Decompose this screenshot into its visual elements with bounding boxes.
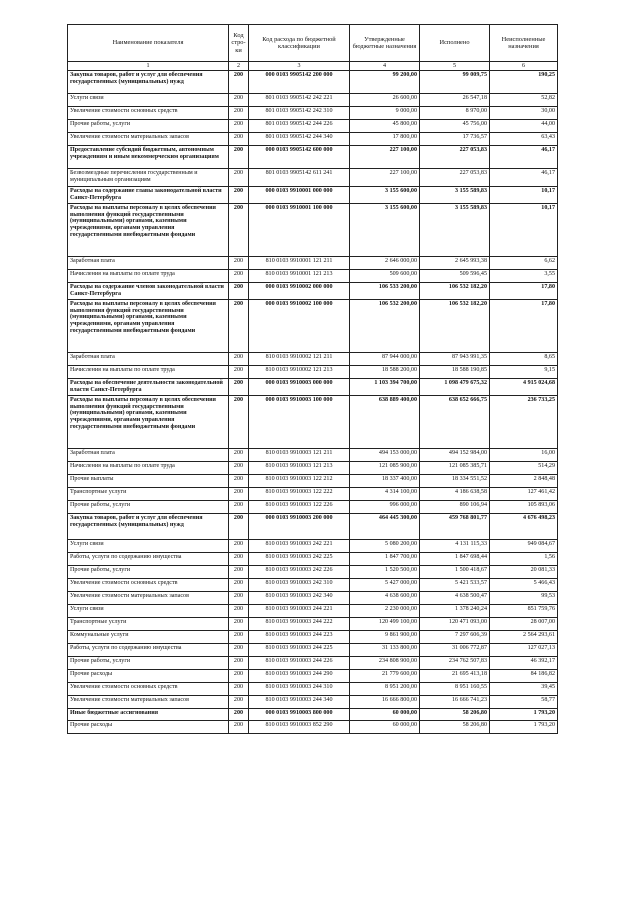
row-name: Начисления на выплаты по оплате труда	[68, 270, 229, 283]
table-row	[68, 553, 558, 566]
row-unexecuted-amount: 4 676 498,23	[490, 514, 558, 540]
row-executed-amount: 890 106,94	[420, 501, 490, 514]
row-executed-amount: 4 186 638,58	[420, 488, 490, 501]
row-expense-code: 810 0103 9910003 852 290	[249, 721, 350, 734]
table-row	[68, 94, 558, 107]
row-executed-amount: 2 645 993,38	[420, 257, 490, 270]
row-name: Услуги связи	[68, 605, 229, 618]
row-line-code: 200	[229, 721, 249, 734]
row-line-code: 200	[229, 696, 249, 709]
row-expense-code: 000 0103 9910003 000 000	[249, 379, 350, 396]
expense-report-table	[67, 24, 558, 734]
table-row	[68, 379, 558, 396]
row-unexecuted-amount: 30,00	[490, 107, 558, 120]
row-expense-code: 810 0103 9910003 242 225	[249, 553, 350, 566]
row-line-code: 200	[229, 300, 249, 353]
row-unexecuted-amount: 127 027,13	[490, 644, 558, 657]
row-line-code: 200	[229, 579, 249, 592]
header-expense-code: Код расхода по бюджетной классификации	[249, 25, 350, 62]
table-row	[68, 631, 558, 644]
column-number: 6	[490, 62, 558, 71]
row-unexecuted-amount: 52,82	[490, 94, 558, 107]
row-line-code: 200	[229, 71, 249, 94]
row-expense-code: 000 0103 9910003 200 000	[249, 514, 350, 540]
row-expense-code: 810 0103 9910003 122 212	[249, 475, 350, 488]
table-row	[68, 670, 558, 683]
row-expense-code: 810 0103 9910002 121 213	[249, 366, 350, 379]
table-row	[68, 169, 558, 187]
row-expense-code: 810 0103 9910001 121 211	[249, 257, 350, 270]
row-name: Прочие работы, услуги	[68, 501, 229, 514]
row-unexecuted-amount: 8,65	[490, 353, 558, 366]
row-line-code: 200	[229, 120, 249, 133]
row-line-code: 200	[229, 353, 249, 366]
row-executed-amount: 16 666 741,23	[420, 696, 490, 709]
table-row	[68, 107, 558, 120]
row-executed-amount: 494 152 984,00	[420, 449, 490, 462]
row-executed-amount: 227 053,83	[420, 146, 490, 169]
row-executed-amount: 58 206,80	[420, 709, 490, 721]
row-name: Увеличение стоимости основных средств	[68, 683, 229, 696]
table-row	[68, 366, 558, 379]
row-name: Начисления на выплаты по оплате труда	[68, 462, 229, 475]
table-row	[68, 257, 558, 270]
row-line-code: 200	[229, 475, 249, 488]
row-executed-amount: 227 053,83	[420, 169, 490, 187]
row-executed-amount: 99 009,75	[420, 71, 490, 94]
table-row	[68, 566, 558, 579]
row-approved-amount: 99 200,00	[350, 71, 420, 94]
row-unexecuted-amount: 39,45	[490, 683, 558, 696]
header-name: Наименование показателя	[68, 25, 229, 62]
row-name: Увеличение стоимости основных средств	[68, 579, 229, 592]
row-approved-amount: 21 779 600,00	[350, 670, 420, 683]
column-number: 1	[68, 62, 229, 71]
row-expense-code: 810 0103 9910003 242 310	[249, 579, 350, 592]
row-name: Расходы на содержание членов законодательной власти Санкт-Петербурга	[68, 283, 229, 300]
row-name: Закупка товаров, работ и услуг для обеспечения государственных (муниципальных) нужд	[68, 514, 229, 540]
row-name: Услуги связи	[68, 540, 229, 553]
table-row	[68, 579, 558, 592]
row-name: Расходы на выплаты персоналу в целях обеспечения выполнения функций государственными (муниципальными) органами, казенными учреждениями, органами управления государственными внебюджетными фондами	[68, 300, 229, 353]
row-approved-amount: 16 666 800,00	[350, 696, 420, 709]
row-approved-amount: 1 103 394 700,00	[350, 379, 420, 396]
row-unexecuted-amount: 127 461,42	[490, 488, 558, 501]
table-row	[68, 657, 558, 670]
row-expense-code: 801 0103 9905142 244 226	[249, 120, 350, 133]
table-row	[68, 721, 558, 734]
row-unexecuted-amount: 16,00	[490, 449, 558, 462]
row-name: Услуги связи	[68, 94, 229, 107]
row-approved-amount: 60 000,00	[350, 709, 420, 721]
row-name: Транспортные услуги	[68, 618, 229, 631]
row-approved-amount: 45 800,00	[350, 120, 420, 133]
row-name: Прочие выплаты	[68, 475, 229, 488]
row-expense-code: 000 0103 9910001 100 000	[249, 204, 350, 257]
row-executed-amount: 45 756,00	[420, 120, 490, 133]
row-approved-amount: 464 445 300,00	[350, 514, 420, 540]
column-numbers-row	[68, 62, 558, 71]
row-expense-code: 810 0103 9910003 122 222	[249, 488, 350, 501]
table-row	[68, 501, 558, 514]
table-row	[68, 514, 558, 540]
row-unexecuted-amount: 2 848,48	[490, 475, 558, 488]
row-name: Прочие расходы	[68, 721, 229, 734]
row-line-code: 200	[229, 540, 249, 553]
row-approved-amount: 87 944 000,00	[350, 353, 420, 366]
row-unexecuted-amount: 44,00	[490, 120, 558, 133]
row-line-code: 200	[229, 379, 249, 396]
row-unexecuted-amount: 99,53	[490, 592, 558, 605]
table-row	[68, 146, 558, 169]
table-row	[68, 120, 558, 133]
table-row	[68, 696, 558, 709]
row-expense-code: 000 0103 9905142 600 000	[249, 146, 350, 169]
row-line-code: 200	[229, 169, 249, 187]
row-unexecuted-amount: 1 793,20	[490, 721, 558, 734]
row-line-code: 200	[229, 449, 249, 462]
table-row	[68, 353, 558, 366]
row-executed-amount: 8 970,00	[420, 107, 490, 120]
row-line-code: 200	[229, 644, 249, 657]
row-name: Закупка товаров, работ и услуг для обеспечения государственных (муниципальных) нужд	[68, 71, 229, 94]
row-approved-amount: 3 155 600,00	[350, 204, 420, 257]
row-name: Расходы на выплаты персоналу в целях обеспечения выполнения функций государственными (муниципальными) органами, казенными учреждениями, органами управления государственными внебюджетными фондами	[68, 396, 229, 449]
row-expense-code: 810 0103 9910003 121 213	[249, 462, 350, 475]
table-row	[68, 475, 558, 488]
table-header-row	[68, 25, 558, 62]
row-line-code: 200	[229, 488, 249, 501]
row-unexecuted-amount: 1 793,20	[490, 709, 558, 721]
row-name: Начисления на выплаты по оплате труда	[68, 366, 229, 379]
row-executed-amount: 1 847 698,44	[420, 553, 490, 566]
row-executed-amount: 18 334 551,52	[420, 475, 490, 488]
row-executed-amount: 106 532 182,20	[420, 283, 490, 300]
row-name: Прочие работы, услуги	[68, 657, 229, 670]
table-row	[68, 71, 558, 94]
column-number: 4	[350, 62, 420, 71]
row-line-code: 200	[229, 605, 249, 618]
row-name: Увеличение стоимости основных средств	[68, 107, 229, 120]
row-line-code: 200	[229, 133, 249, 146]
row-approved-amount: 18 588 200,00	[350, 366, 420, 379]
row-expense-code: 810 0103 9910003 244 226	[249, 657, 350, 670]
table-row	[68, 270, 558, 283]
row-approved-amount: 5 080 200,00	[350, 540, 420, 553]
row-expense-code: 801 0103 9905142 242 310	[249, 107, 350, 120]
row-name: Транспортные услуги	[68, 488, 229, 501]
row-expense-code: 810 0103 9910003 244 222	[249, 618, 350, 631]
row-line-code: 200	[229, 683, 249, 696]
row-approved-amount: 8 951 200,00	[350, 683, 420, 696]
row-expense-code: 000 0103 9910001 000 000	[249, 187, 350, 204]
row-line-code: 200	[229, 709, 249, 721]
row-approved-amount: 31 133 800,00	[350, 644, 420, 657]
row-approved-amount: 2 230 000,00	[350, 605, 420, 618]
row-name: Расходы на содержание главы законодательной власти Санкт-Петербурга	[68, 187, 229, 204]
row-unexecuted-amount: 6,62	[490, 257, 558, 270]
row-line-code: 200	[229, 566, 249, 579]
row-approved-amount: 106 532 200,00	[350, 300, 420, 353]
row-line-code: 200	[229, 107, 249, 120]
table-row	[68, 396, 558, 449]
row-approved-amount: 18 337 400,00	[350, 475, 420, 488]
header-line-code: Код стро-ки	[229, 25, 249, 62]
row-line-code: 200	[229, 631, 249, 644]
row-approved-amount: 509 600,00	[350, 270, 420, 283]
row-unexecuted-amount: 1,56	[490, 553, 558, 566]
row-approved-amount: 1 520 500,00	[350, 566, 420, 579]
row-name: Иные бюджетные ассигнования	[68, 709, 229, 721]
row-unexecuted-amount: 236 733,25	[490, 396, 558, 449]
row-executed-amount: 1 500 418,67	[420, 566, 490, 579]
row-line-code: 200	[229, 657, 249, 670]
row-name: Увеличение стоимости материальных запасов	[68, 696, 229, 709]
row-line-code: 200	[229, 257, 249, 270]
row-line-code: 200	[229, 366, 249, 379]
row-executed-amount: 3 155 589,83	[420, 204, 490, 257]
row-line-code: 200	[229, 592, 249, 605]
row-approved-amount: 60 000,00	[350, 721, 420, 734]
row-approved-amount: 121 085 900,00	[350, 462, 420, 475]
row-executed-amount: 31 006 772,87	[420, 644, 490, 657]
row-executed-amount: 459 768 801,77	[420, 514, 490, 540]
row-executed-amount: 17 736,57	[420, 133, 490, 146]
row-expense-code: 801 0103 9905142 242 221	[249, 94, 350, 107]
row-expense-code: 801 0103 9905142 611 241	[249, 169, 350, 187]
row-line-code: 200	[229, 270, 249, 283]
row-name: Увеличение стоимости материальных запасов	[68, 133, 229, 146]
row-unexecuted-amount: 58,77	[490, 696, 558, 709]
row-line-code: 200	[229, 146, 249, 169]
row-approved-amount: 5 427 000,00	[350, 579, 420, 592]
header-unexecuted: Неисполненные назначения	[490, 25, 558, 62]
row-approved-amount: 106 533 200,00	[350, 283, 420, 300]
row-line-code: 200	[229, 514, 249, 540]
row-name: Расходы на обеспечение деятельности законодательной власти Санкт-Петербурга	[68, 379, 229, 396]
row-line-code: 200	[229, 462, 249, 475]
row-approved-amount: 638 889 400,00	[350, 396, 420, 449]
row-line-code: 200	[229, 204, 249, 257]
row-expense-code: 810 0103 9910003 244 223	[249, 631, 350, 644]
row-approved-amount: 9 000,00	[350, 107, 420, 120]
column-number: 5	[420, 62, 490, 71]
row-unexecuted-amount: 46 392,17	[490, 657, 558, 670]
row-executed-amount: 8 951 160,55	[420, 683, 490, 696]
row-expense-code: 810 0103 9910003 244 310	[249, 683, 350, 696]
row-name: Увеличение стоимости материальных запасов	[68, 592, 229, 605]
row-executed-amount: 106 532 182,20	[420, 300, 490, 353]
row-approved-amount: 227 100,00	[350, 146, 420, 169]
row-executed-amount: 4 638 500,47	[420, 592, 490, 605]
table-row	[68, 683, 558, 696]
header-approved: Утвержденные бюджетные назначения	[350, 25, 420, 62]
row-approved-amount: 120 499 100,00	[350, 618, 420, 631]
row-unexecuted-amount: 10,17	[490, 204, 558, 257]
table-row	[68, 605, 558, 618]
row-expense-code: 810 0103 9910003 244 221	[249, 605, 350, 618]
row-expense-code: 810 0103 9910002 121 211	[249, 353, 350, 366]
row-name: Расходы на выплаты персоналу в целях обеспечения выполнения функций государственными (муниципальными) органами, казенными учреждениями, органами управления государственными внебюджетными фондами	[68, 204, 229, 257]
row-unexecuted-amount: 851 759,76	[490, 605, 558, 618]
table-row	[68, 204, 558, 257]
row-expense-code: 810 0103 9910003 244 340	[249, 696, 350, 709]
row-executed-amount: 120 471 093,00	[420, 618, 490, 631]
row-executed-amount: 4 131 115,33	[420, 540, 490, 553]
row-unexecuted-amount: 84 186,82	[490, 670, 558, 683]
row-unexecuted-amount: 2 564 293,61	[490, 631, 558, 644]
row-approved-amount: 4 638 600,00	[350, 592, 420, 605]
row-executed-amount: 5 421 533,57	[420, 579, 490, 592]
table-row	[68, 462, 558, 475]
row-expense-code: 801 0103 9905142 244 340	[249, 133, 350, 146]
row-approved-amount: 1 847 700,00	[350, 553, 420, 566]
row-unexecuted-amount: 28 007,00	[490, 618, 558, 631]
row-unexecuted-amount: 3,55	[490, 270, 558, 283]
table-row	[68, 540, 558, 553]
row-approved-amount: 996 000,00	[350, 501, 420, 514]
row-name: Безвозмездные перечисления государственным и муниципальным организациям	[68, 169, 229, 187]
row-expense-code: 810 0103 9910003 242 340	[249, 592, 350, 605]
row-line-code: 200	[229, 670, 249, 683]
row-expense-code: 000 0103 9905142 200 000	[249, 71, 350, 94]
row-name: Заработная плата	[68, 353, 229, 366]
row-executed-amount: 26 547,18	[420, 94, 490, 107]
table-row	[68, 709, 558, 721]
row-name: Прочие работы, услуги	[68, 120, 229, 133]
row-expense-code: 000 0103 9910003 100 000	[249, 396, 350, 449]
row-executed-amount: 87 943 991,35	[420, 353, 490, 366]
row-executed-amount: 7 297 606,39	[420, 631, 490, 644]
row-approved-amount: 2 646 000,00	[350, 257, 420, 270]
row-unexecuted-amount: 4 915 024,68	[490, 379, 558, 396]
row-line-code: 200	[229, 94, 249, 107]
row-unexecuted-amount: 190,25	[490, 71, 558, 94]
row-approved-amount: 3 155 600,00	[350, 187, 420, 204]
row-name: Заработная плата	[68, 449, 229, 462]
row-name: Прочие работы, услуги	[68, 566, 229, 579]
row-name: Предоставление субсидий бюджетным, автономным учреждениям и иным некоммерческим организациям	[68, 146, 229, 169]
row-line-code: 200	[229, 283, 249, 300]
row-approved-amount: 4 314 100,00	[350, 488, 420, 501]
row-expense-code: 810 0103 9910003 122 226	[249, 501, 350, 514]
row-executed-amount: 1 378 240,24	[420, 605, 490, 618]
row-approved-amount: 234 808 900,00	[350, 657, 420, 670]
header-executed: Исполнено	[420, 25, 490, 62]
row-executed-amount: 638 652 666,75	[420, 396, 490, 449]
row-expense-code: 810 0103 9910003 244 225	[249, 644, 350, 657]
row-approved-amount: 9 861 900,00	[350, 631, 420, 644]
table-row	[68, 488, 558, 501]
row-approved-amount: 494 153 000,00	[350, 449, 420, 462]
table-row	[68, 187, 558, 204]
row-unexecuted-amount: 514,29	[490, 462, 558, 475]
row-name: Коммунальные услуги	[68, 631, 229, 644]
row-unexecuted-amount: 105 893,06	[490, 501, 558, 514]
row-executed-amount: 18 588 190,85	[420, 366, 490, 379]
row-approved-amount: 227 100,00	[350, 169, 420, 187]
table-row	[68, 133, 558, 146]
row-line-code: 200	[229, 618, 249, 631]
table-row	[68, 283, 558, 300]
row-expense-code: 810 0103 9910003 242 221	[249, 540, 350, 553]
row-unexecuted-amount: 63,43	[490, 133, 558, 146]
row-approved-amount: 17 800,00	[350, 133, 420, 146]
row-unexecuted-amount: 9,15	[490, 366, 558, 379]
table-row	[68, 644, 558, 657]
table-row	[68, 449, 558, 462]
row-unexecuted-amount: 20 081,33	[490, 566, 558, 579]
row-expense-code: 810 0103 9910001 121 213	[249, 270, 350, 283]
table-row	[68, 592, 558, 605]
row-expense-code: 000 0103 9910003 800 000	[249, 709, 350, 721]
row-expense-code: 810 0103 9910003 242 226	[249, 566, 350, 579]
row-unexecuted-amount: 10,17	[490, 187, 558, 204]
row-executed-amount: 234 762 507,83	[420, 657, 490, 670]
row-name: Заработная плата	[68, 257, 229, 270]
row-executed-amount: 58 206,80	[420, 721, 490, 734]
row-name: Работы, услуги по содержанию имущества	[68, 644, 229, 657]
row-expense-code: 810 0103 9910003 244 290	[249, 670, 350, 683]
row-expense-code: 810 0103 9910003 121 211	[249, 449, 350, 462]
row-executed-amount: 509 596,45	[420, 270, 490, 283]
row-unexecuted-amount: 17,80	[490, 283, 558, 300]
column-number: 3	[249, 62, 350, 71]
row-line-code: 200	[229, 553, 249, 566]
row-expense-code: 000 0103 9910002 100 000	[249, 300, 350, 353]
row-executed-amount: 1 098 479 675,32	[420, 379, 490, 396]
row-name: Работы, услуги по содержанию имущества	[68, 553, 229, 566]
row-unexecuted-amount: 5 466,43	[490, 579, 558, 592]
row-line-code: 200	[229, 187, 249, 204]
row-executed-amount: 3 155 589,83	[420, 187, 490, 204]
column-number: 2	[229, 62, 249, 71]
row-executed-amount: 21 695 413,18	[420, 670, 490, 683]
row-approved-amount: 26 600,00	[350, 94, 420, 107]
row-unexecuted-amount: 46,17	[490, 146, 558, 169]
row-unexecuted-amount: 949 084,67	[490, 540, 558, 553]
row-unexecuted-amount: 46,17	[490, 169, 558, 187]
table-row	[68, 300, 558, 353]
row-expense-code: 000 0103 9910002 000 000	[249, 283, 350, 300]
row-unexecuted-amount: 17,80	[490, 300, 558, 353]
row-name: Прочие расходы	[68, 670, 229, 683]
row-executed-amount: 121 085 385,71	[420, 462, 490, 475]
row-line-code: 200	[229, 396, 249, 449]
row-line-code: 200	[229, 501, 249, 514]
table-row	[68, 618, 558, 631]
